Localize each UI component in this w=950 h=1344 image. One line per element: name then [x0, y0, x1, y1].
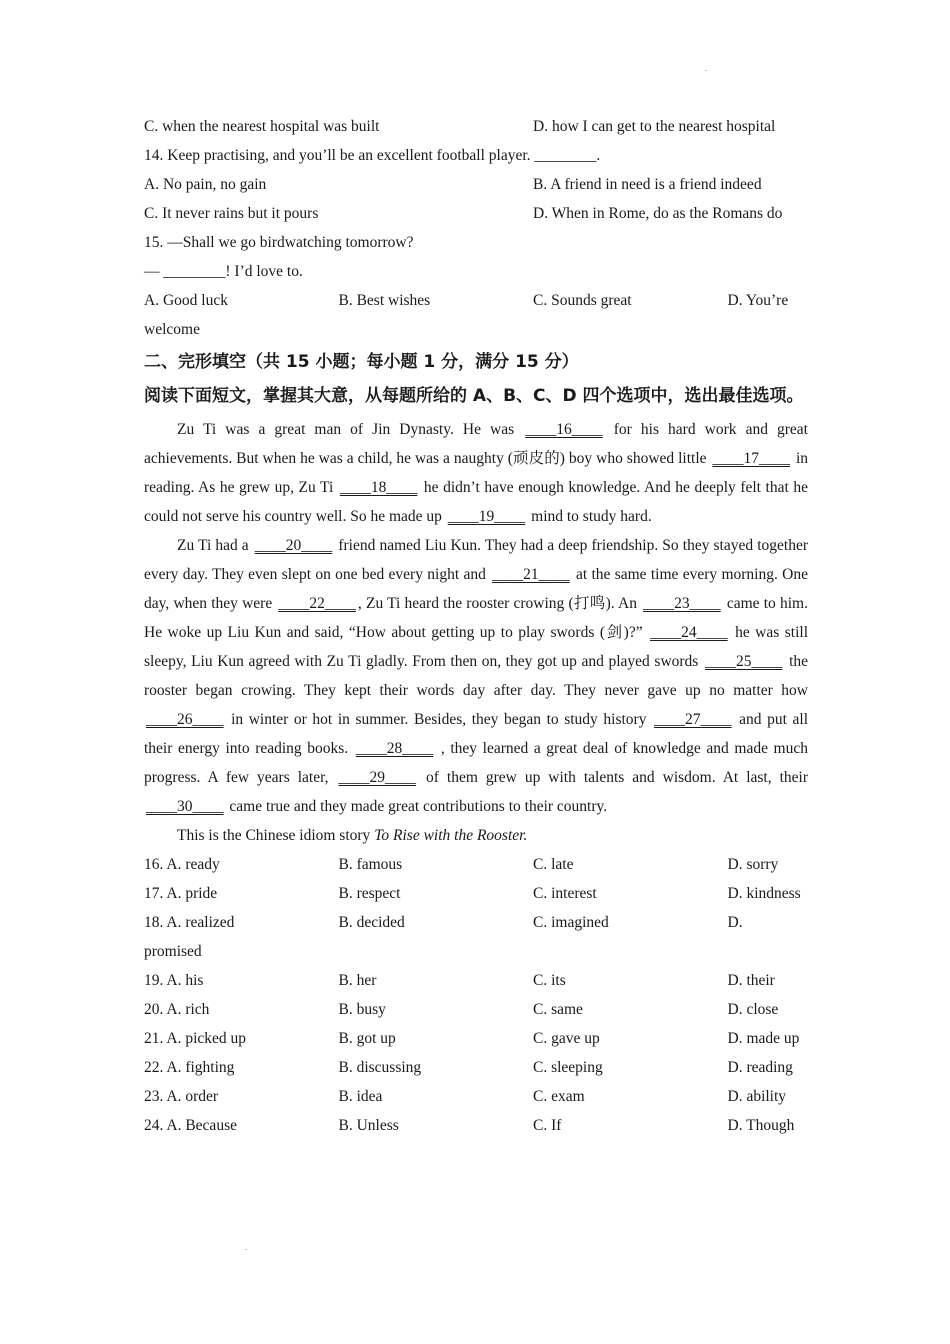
- options-row-24: 24. A. Because B. Unless C. If D. Though: [144, 1117, 795, 1134]
- q14-option-b: B. A friend in need is a friend indeed: [533, 176, 762, 193]
- blank-29: ____29____: [338, 769, 417, 786]
- q15-option-d: D. You’re: [727, 292, 789, 309]
- options-row-16: 16. A. ready B. famous C. late D. sorry: [144, 856, 779, 873]
- blank-21: ____21____: [492, 566, 570, 583]
- blank-25: ____25____: [704, 653, 783, 670]
- idiom-title: To Rise with the Rooster.: [374, 827, 528, 844]
- q15-stem: 15. —Shall we go birdwatching tomorrow?: [144, 234, 414, 251]
- q14-stem: 14. Keep practising, and you’ll be an excellent football player. ________.: [144, 147, 601, 164]
- q14-options-row-2: [144, 199, 808, 228]
- blank-24: ____24____: [650, 624, 728, 641]
- section-instruction: 阅读下面短文，掌握其大意，从每题所给的 A、B、C、D 四个选项中，选出最佳选项。: [144, 386, 804, 406]
- blank-16: ____16____: [525, 421, 603, 438]
- options-row-20: 20. A. rich B. busy C. same D. close: [144, 1001, 779, 1018]
- blank-30: ____30____: [146, 798, 224, 815]
- options-row-21: 21. A. picked up B. got up C. gave up D. made up: [144, 1030, 800, 1047]
- options-row-23: 23. A. order B. idea C. exam D. ability: [144, 1088, 787, 1105]
- options-row-22: 22. A. fighting B. discussing C. sleeping D. reading: [144, 1059, 793, 1076]
- blank-17: ____17____: [712, 450, 790, 467]
- q14-options-row-1: [144, 170, 808, 199]
- q15-option-a: A. Good luck: [144, 292, 228, 309]
- q15-options-row: [144, 286, 808, 315]
- q14-option-d: D. When in Rome, do as the Romans do: [533, 205, 783, 222]
- q13-option-c: C. when the nearest hospital was built: [144, 118, 380, 135]
- q15-option-d-wrap: welcome: [144, 321, 200, 338]
- q13-options-row: [144, 112, 808, 141]
- q14-option-c: C. It never rains but it pours: [144, 205, 319, 222]
- exam-page: [144, 112, 808, 1140]
- options-row-18: 18. A. realized B. decided C. imagined D.: [144, 914, 743, 931]
- passage-paragraph-1: Zu Ti was a great man of Jin Dynasty. He was ____16____ for his hard work and great achievements. But when he was a child, he was a naughty (顽皮的) boy who showed little ____17____ in reading. As he grew up, Zu Ti ____18____ he didn’t have enough knowledge. And he deeply felt that he could not serve his country well. So he made up ____19____ mind to study hard.: [144, 421, 809, 525]
- q13-option-d: D. how I can get to the nearest hospital: [533, 118, 776, 135]
- passage-paragraph-3: This is the Chinese idiom story To Rise with the Rooster.: [177, 827, 528, 844]
- options-row-17: 17. A. pride B. respect C. interest D. kindness: [144, 885, 801, 902]
- blank-26: ____26____: [146, 711, 224, 728]
- q18-option-d-wrap: promised: [144, 943, 202, 960]
- blank-28: ____28____: [355, 740, 434, 757]
- q15-reply: — ________! I’d love to.: [144, 263, 303, 280]
- blank-19: ____19____: [447, 508, 526, 525]
- blank-18: ____18____: [339, 479, 418, 496]
- cloze-options: [144, 850, 808, 1140]
- options-row-19: 19. A. his B. her C. its D. their: [144, 972, 775, 989]
- q15-option-c: C. Sounds great: [533, 292, 632, 309]
- blank-20: ____20____: [254, 537, 333, 554]
- blank-27: ____27____: [654, 711, 732, 728]
- passage-paragraph-2: Zu Ti had a ____20____ friend named Liu Kun. They had a deep friendship. So they stayed together every day. They even slept on one bed every night and ____21____ at the same time every morning. One day, when they were ____22____ , Zu Ti heard the rooster crowing (打鸣). An ____23____ came to him. He woke up Liu Kun and said, “How about getting up to play swords (剑)?” ____24____ he was still sleepy, Liu Kun agreed with Zu Ti gladly. From then on, they got up and played swords ____25____ the rooster began crowing. They kept their words day after day. They never gave up no matter how ____26____ in winter or hot in summer. Besides, they began to study history ____27____ and put all their energy into reading books. ____28____ , they learned a great deal of knowledge and made much progress. A few years later, ____29____ of them grew up with talents and wisdom. At last, their ____30____ came true and they made great contributions to their country.: [144, 537, 808, 815]
- q14-option-a: A. No pain, no gain: [144, 176, 267, 193]
- section-title: 二、完形填空（共 15 小题；每小题 1 分，满分 15 分）: [144, 352, 579, 372]
- blank-22: ____22____: [278, 595, 356, 612]
- blank-23: ____23____: [643, 595, 721, 612]
- q15-option-b: B. Best wishes: [338, 292, 431, 309]
